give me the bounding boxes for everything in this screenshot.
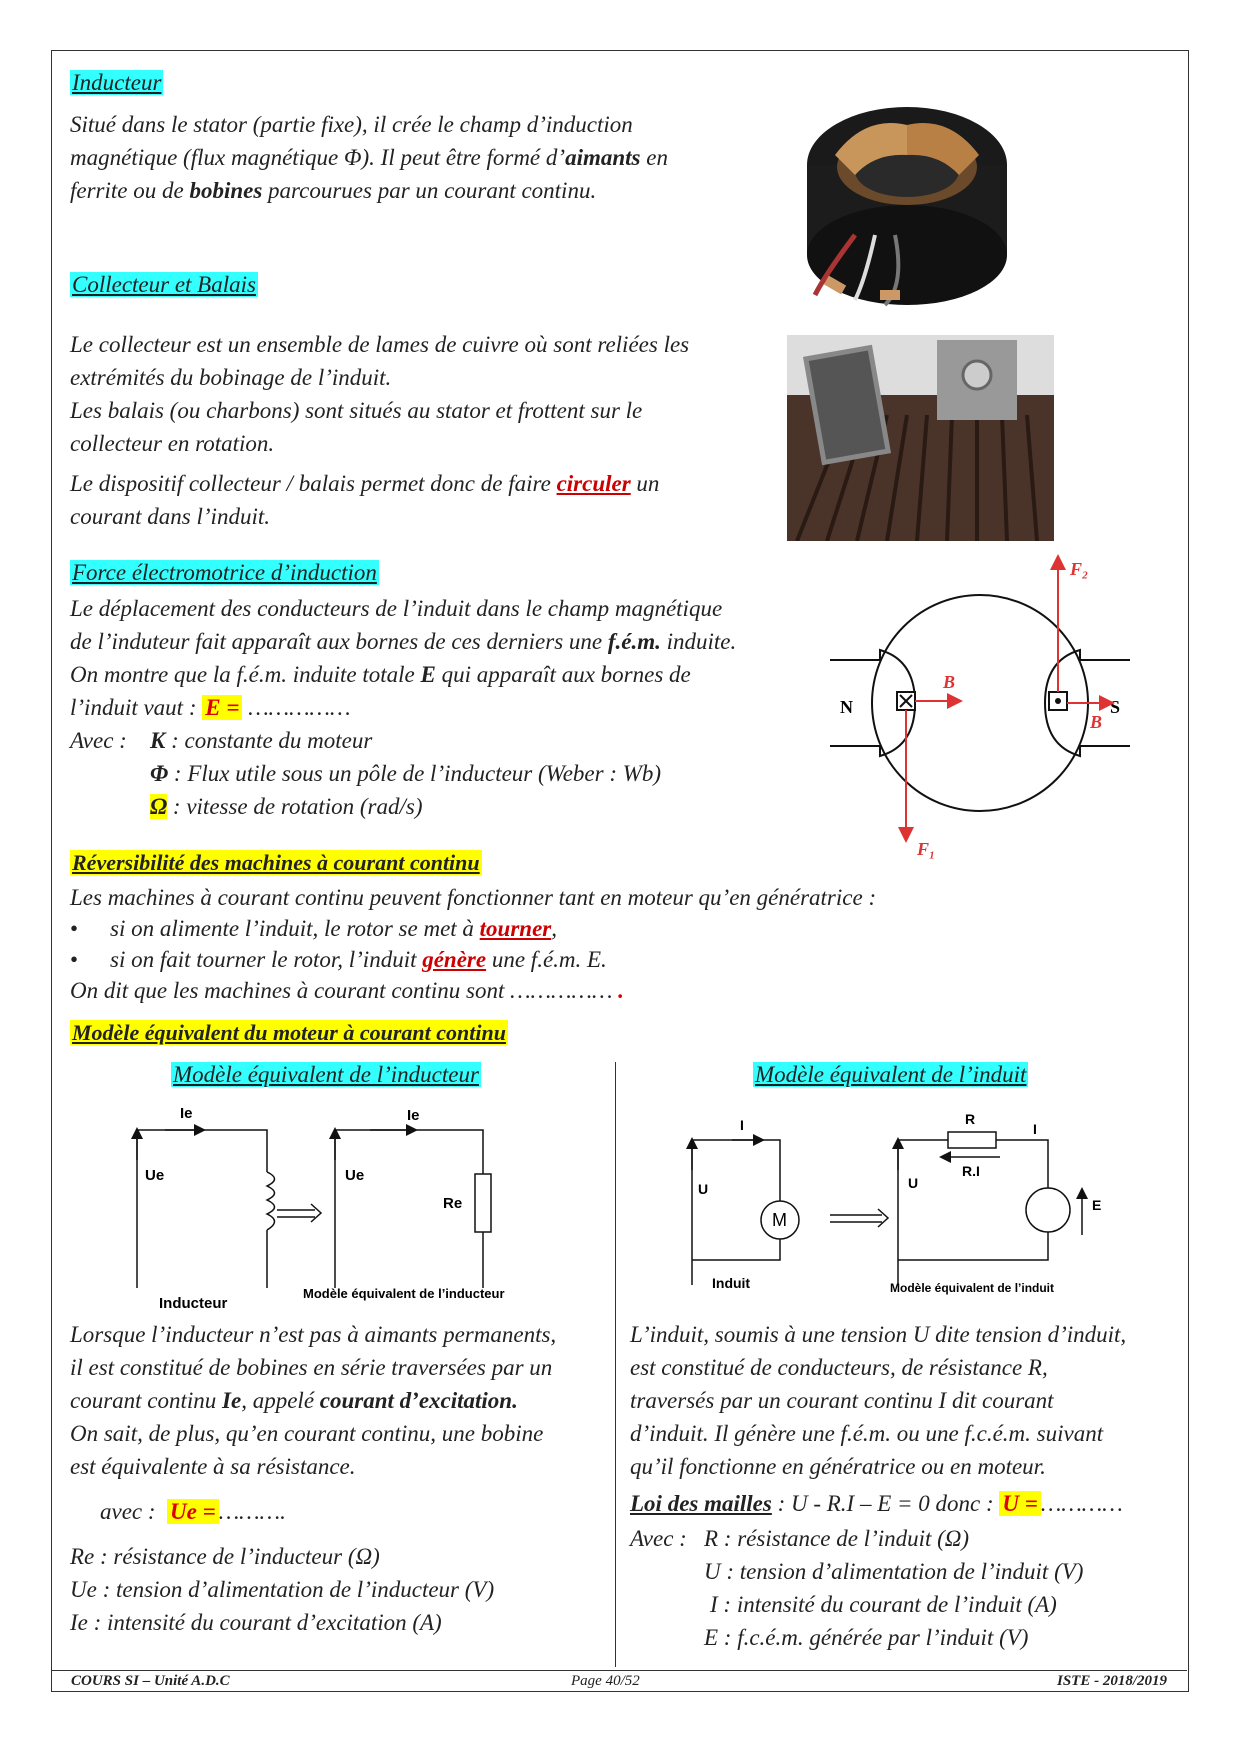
u-def: U : tension d’alimentation de l’induit (V)	[704, 1559, 1084, 1584]
inducteur-section	[70, 70, 163, 96]
ue-def: Ue : tension d’alimentation de l’inducteur (V)	[70, 1577, 495, 1602]
re-label: Re	[443, 1195, 463, 1212]
ue-formula: avec : Ue = ……….	[100, 1499, 286, 1524]
column-divider	[615, 1062, 616, 1667]
footer-school: ISTE - 2018/2019	[1056, 1673, 1167, 1689]
i-label: I	[1033, 1121, 1037, 1137]
collecteur-text	[70, 328, 790, 533]
text-line: On sait, de plus, qu’en courant continu, une bobine	[70, 1421, 544, 1446]
fem-heading: Force électromotrice d’induction	[72, 560, 377, 585]
e-label: E	[1092, 1197, 1102, 1213]
text-line: d’induit. Il génère une f.é.m. ou une f.c.é.m. suivant	[630, 1421, 1104, 1446]
r-def: Avec : R : résistance de l’induit (Ω)	[630, 1526, 970, 1551]
f2-label: F₂	[1070, 559, 1089, 579]
collecteur-heading: Collecteur et Balais	[72, 272, 256, 297]
north-label: N	[840, 697, 853, 717]
fem-avec: Avec : K : constante du moteur	[70, 728, 373, 753]
collecteur-line: extrémités du bobinage de l’induit.	[70, 365, 392, 390]
b1-label: B	[943, 672, 956, 692]
induit-caption: Induit	[712, 1275, 751, 1291]
stator-photo	[795, 95, 1020, 320]
fem-section	[70, 560, 379, 586]
collecteur-line: Le collecteur est un ensemble de lames de cuivre où sont reliées les	[70, 332, 690, 357]
re-def: Re : résistance de l’inducteur (Ω)	[70, 1544, 380, 1569]
text-line: traversés par un courant continu I dit courant	[630, 1388, 1054, 1413]
b2-label: B	[1090, 712, 1103, 732]
fem-line: On montre que la f.é.m. induite totale E qui apparaît aux bornes de	[70, 662, 691, 687]
left-title: Modèle équivalent de l’inducteur	[173, 1062, 479, 1087]
loi-des-mailles: Loi des mailles : U - R.I – E = 0 donc : U = …………	[630, 1491, 1123, 1516]
text-line: qu’il fonctionne en génératrice ou en moteur.	[630, 1454, 1046, 1479]
collecteur-line: courant dans l’induit.	[70, 504, 270, 529]
inducteur-text	[70, 108, 790, 207]
e-def: E : f.c.é.m. générée par l’induit (V)	[704, 1625, 1029, 1650]
motor-label: M	[772, 1210, 787, 1230]
inducteur-heading: Inducteur	[72, 70, 162, 95]
inducteur-circuit	[125, 1100, 605, 1310]
reversibilite-text	[70, 882, 1170, 1006]
f1-label: F₁	[917, 839, 936, 859]
inducteur-caption: Inducteur	[159, 1295, 228, 1310]
ri-label: R.I	[962, 1163, 980, 1179]
induit-circuit	[680, 1110, 1160, 1310]
inducteur-line: Situé dans le stator (partie fixe), il crée le champ d’induction	[70, 112, 633, 137]
modele-induit-caption: Modèle équivalent de l’induit	[890, 1281, 1055, 1295]
footer-page: Page 40/52	[571, 1673, 640, 1689]
collecteur-line: Le dispositif collecteur / balais permet donc de faire circuler un	[70, 471, 660, 496]
reversibilite-line: On dit que les machines à courant continu sont …………… .	[70, 978, 624, 1003]
modele-inducteur-caption: Modèle équivalent de l’inducteur	[303, 1286, 505, 1301]
fem-formula: l’induit vaut : E = ……………	[70, 695, 351, 720]
text-line: L’induit, soumis à une tension U dite tension d’induit,	[630, 1322, 1127, 1347]
text-line: Lorsque l’inducteur n’est pas à aimants permanents,	[70, 1322, 557, 1347]
text-line: courant continu Ie, appelé courant d’excitation.	[70, 1388, 518, 1413]
modele-heading: Modèle équivalent du moteur à courant continu	[72, 1020, 506, 1045]
ie-def: Ie : intensité du courant d’excitation (A)	[70, 1610, 442, 1635]
south-label: S	[1110, 697, 1121, 717]
right-title: Modèle équivalent de l’induit	[755, 1062, 1027, 1087]
r-label: R	[965, 1111, 976, 1127]
u-label: U	[698, 1181, 709, 1197]
inducteur-model-text	[70, 1318, 610, 1639]
text-line: est constitué de conducteurs, de résistance R,	[630, 1355, 1048, 1380]
ie-label: Ie	[180, 1105, 193, 1122]
inducteur-line: magnétique (flux magnétique Φ). Il peut être formé d’aimants en	[70, 145, 668, 170]
induit-model-text	[630, 1318, 1180, 1654]
i-def: I : intensité du courant de l’induit (A)	[710, 1592, 1057, 1617]
reversibilite-line: Les machines à courant continu peuvent fonctionner tant en moteur qu’en génératrice :	[70, 885, 877, 910]
page-footer	[51, 1670, 1187, 1693]
ue-label: Ue	[145, 1167, 165, 1184]
modele-section	[70, 1020, 508, 1046]
bullet-item: • si on alimente l’induit, le rotor se met à tourner,	[70, 916, 558, 941]
fem-line: de l’induteur fait apparaît aux bornes de ces derniers une f.é.m. induite.	[70, 629, 737, 654]
fem-line: Le déplacement des conducteurs de l’induit dans le champ magnétique	[70, 596, 723, 621]
fem-avec-omega: Ω : vitesse de rotation (rad/s)	[150, 794, 423, 819]
text-line: il est constitué de bobines en série traversées par un	[70, 1355, 553, 1380]
footer-course: COURS SI – Unité A.D.C	[71, 1673, 230, 1689]
collecteur-line: Les balais (ou charbons) sont situés au stator et frottent sur le	[70, 398, 643, 423]
i-label: I	[740, 1117, 744, 1133]
u-label: U	[908, 1175, 919, 1191]
collector-photo	[787, 335, 1054, 541]
reversibilite-section	[70, 850, 482, 876]
ie-label: Ie	[407, 1107, 420, 1124]
collecteur-section	[70, 272, 258, 298]
fem-figure	[825, 550, 1140, 870]
fem-text	[70, 592, 830, 823]
reversibilite-heading: Réversibilité des machines à courant continu	[72, 850, 480, 875]
bullet-item: • si on fait tourner le rotor, l’induit génère une f.é.m. E.	[70, 947, 607, 972]
text-line: est équivalente à sa résistance.	[70, 1454, 356, 1479]
inducteur-line: ferrite ou de bobines parcourues par un courant continu.	[70, 178, 597, 203]
ue-label: Ue	[345, 1167, 365, 1184]
collecteur-line: collecteur en rotation.	[70, 431, 275, 456]
fem-avec-phi: Φ : Flux utile sous un pôle de l’inducteur (Weber : Wb)	[150, 761, 662, 786]
